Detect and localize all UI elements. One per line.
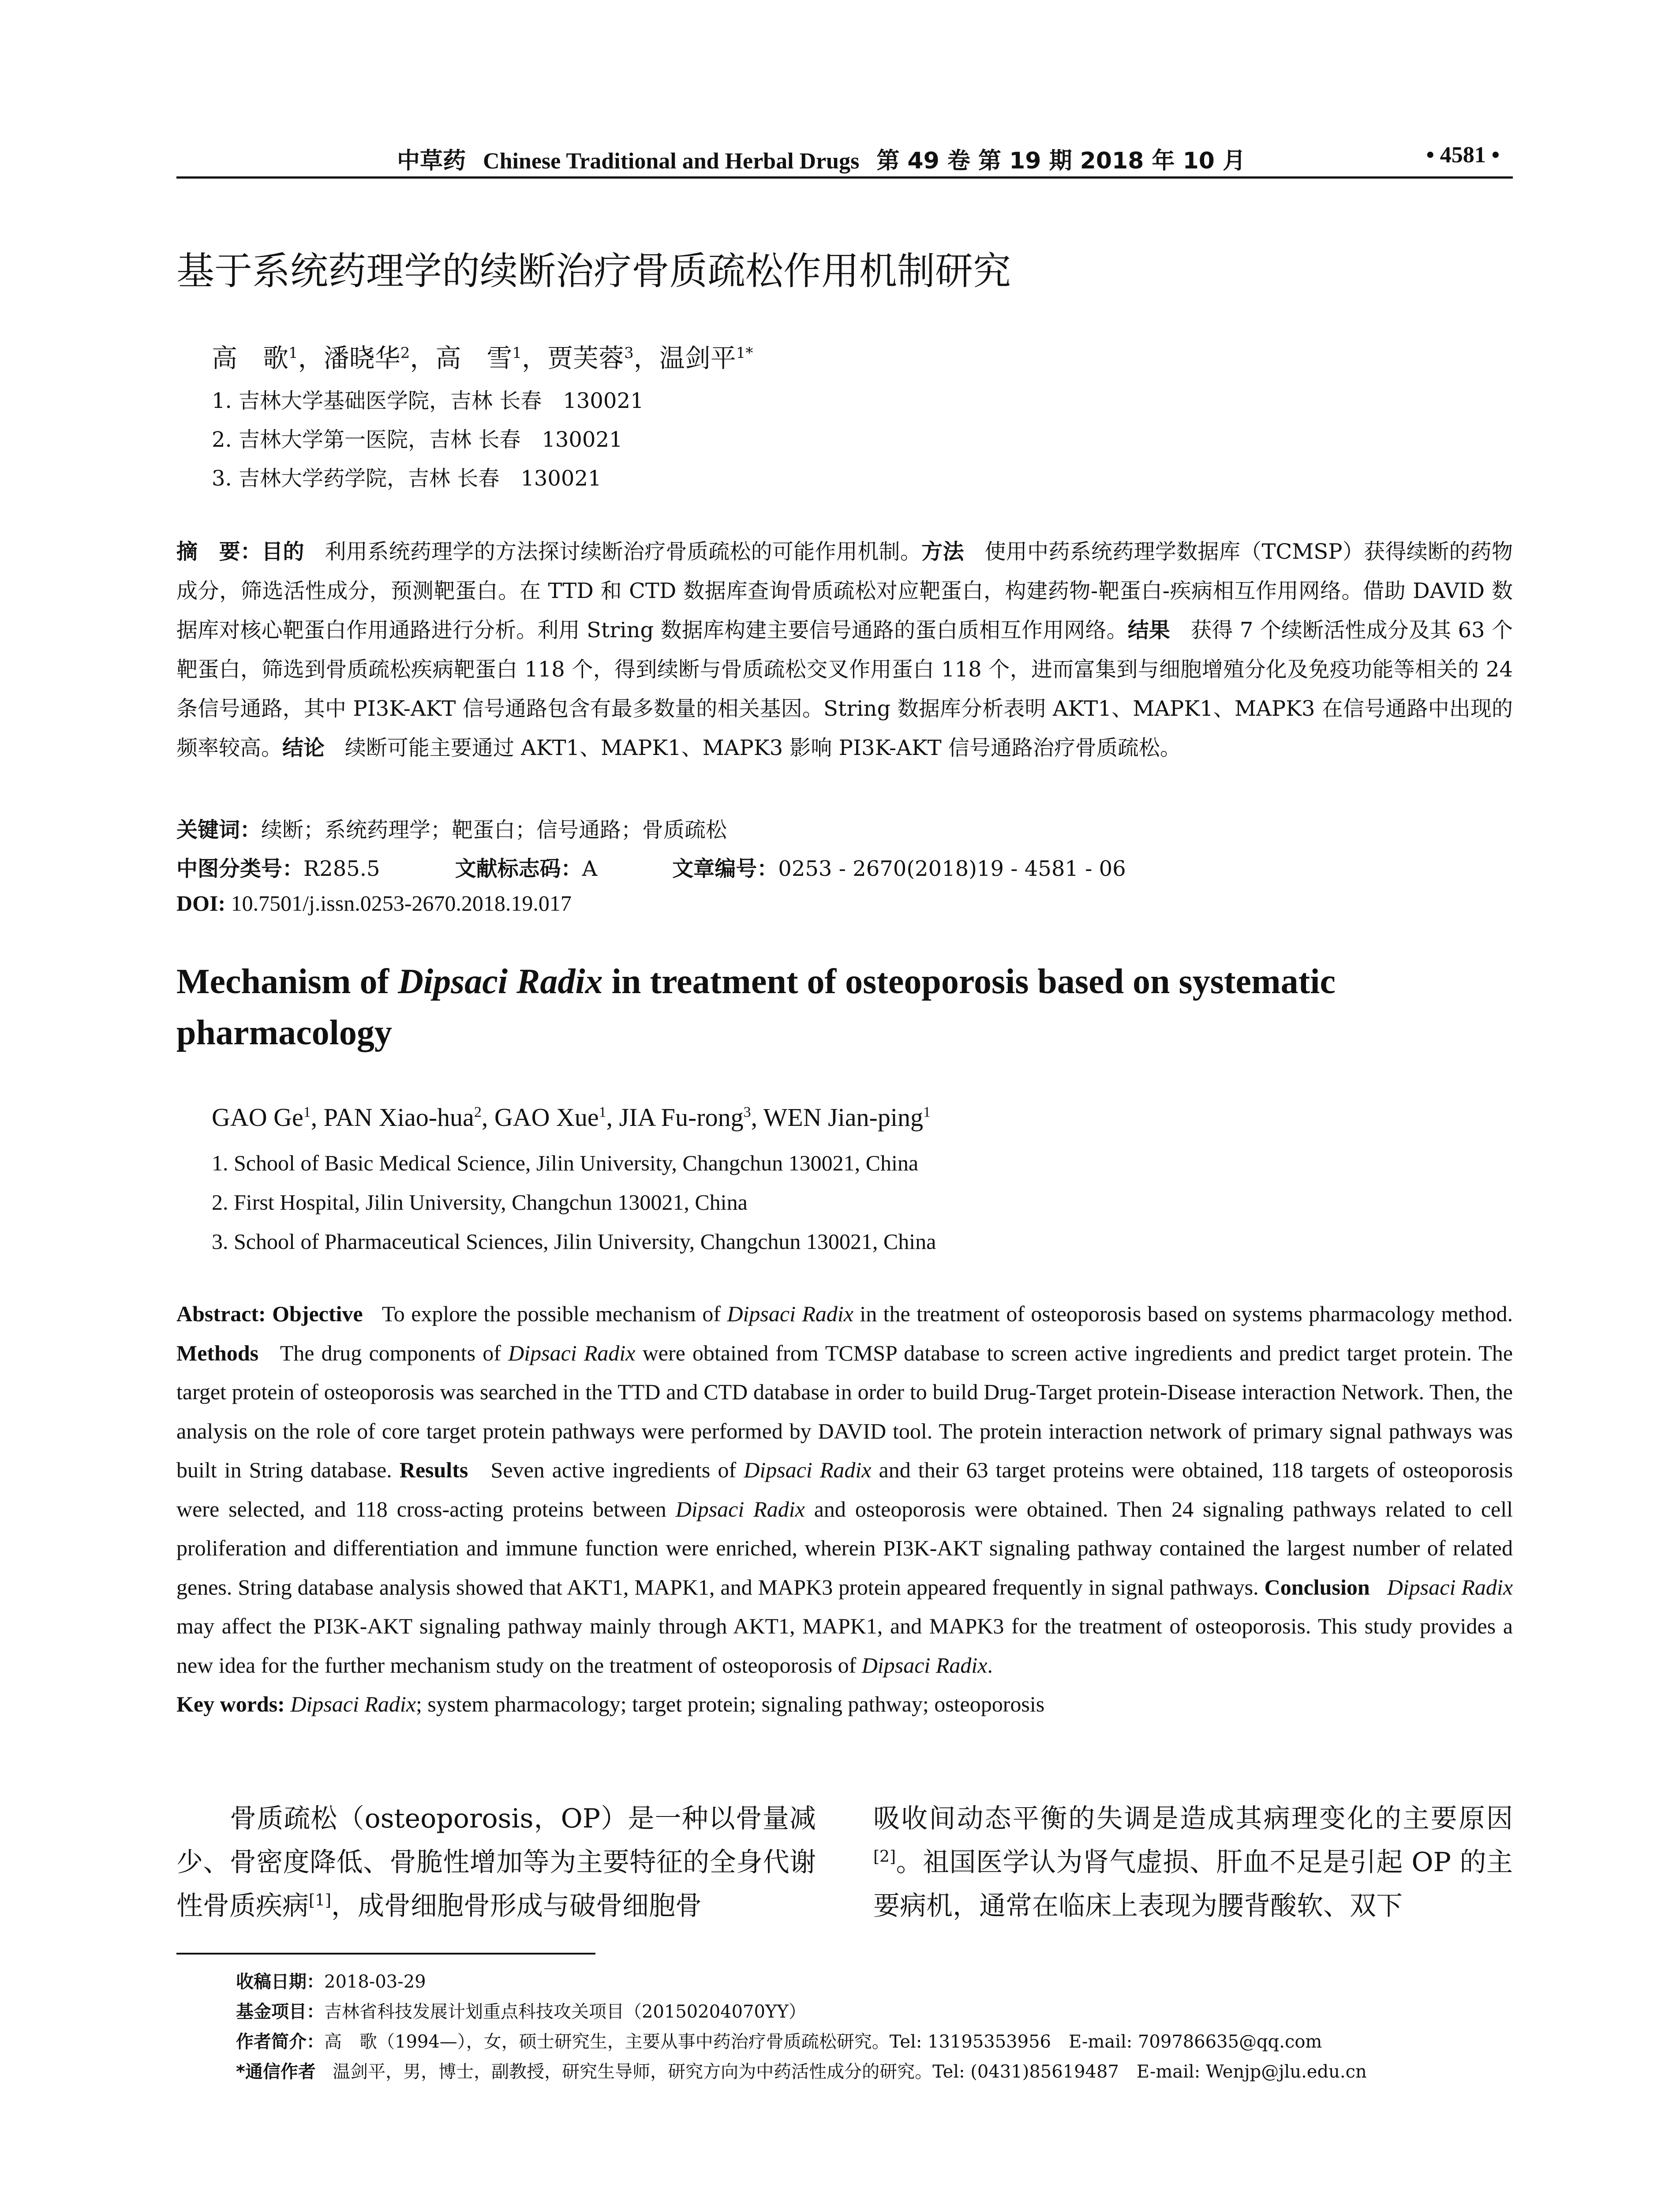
body-left-text-2: ，成骨细胞骨形成与破骨细胞骨: [331, 1891, 702, 1921]
conclusion-en-italic-2: Dipsaci Radix: [861, 1652, 988, 1678]
running-header: [176, 142, 1513, 173]
page-number: • 4581 •: [1426, 142, 1500, 168]
body-right-text: 吸收间动态平衡的失调是造成其病理变化的主要原因: [873, 1803, 1513, 1834]
results-en-mid: and their 63 target proteins were obtained, 118 targets of osteoporosis were selected, and 118 cross-acting proteins between: [176, 1458, 1513, 1521]
results-en: Seven active ingredients of: [490, 1458, 744, 1482]
author-cn: 温剑平: [659, 343, 736, 373]
conclusion-label-en: Conclusion: [1264, 1574, 1370, 1600]
author-cn: 高 歌: [212, 343, 289, 373]
keywords-text-cn: 续断；系统药理学；靶蛋白；信号通路；骨质疏松: [261, 818, 727, 842]
author-sup: 2: [400, 344, 410, 362]
keywords-en-italic: Dipsaci Radix: [290, 1692, 416, 1716]
objective-en: To explore the possible mechanism of: [382, 1301, 727, 1326]
doi-label: DOI:: [176, 891, 226, 916]
author-en: PAN Xiao-hua: [323, 1103, 474, 1132]
authors-en: GAO Ge$^1$, PAN Xiao-hua$^2$, GAO Xue$^1$, JIA Fu-rong$^3$, WEN Jian-ping$^1$: [212, 1103, 931, 1132]
footnote-received: [236, 1968, 426, 1993]
methods-en-italic: Dipsaci Radix: [508, 1340, 636, 1365]
title-en: [176, 956, 1513, 1058]
abstract-en: [176, 1294, 1513, 1724]
body-left-text: 骨质疏松（osteoporosis，OP）是一种以骨量减少、骨密度降低、骨脆性增加等为主要特征的全身代谢性骨质疾病: [176, 1803, 816, 1921]
abstract-label-cn: 摘 要：: [176, 539, 262, 564]
footnote-rule: [176, 1953, 595, 1955]
conclusion-en: may affect the PI3K-AKT signaling pathway mainly through AKT1, MAPK1, and MAPK3 for the treatment of osteoporosis. This study provides a new idea for the further mechanism study on the treatment of osteoporosis of: [176, 1614, 1513, 1678]
author-en: WEN Jian-ping: [763, 1103, 923, 1132]
objective-label-en: Objective: [272, 1301, 363, 1326]
corresponding-text: 温剑平，男，博士，副教授，研究生导师，研究方向为中药活性成分的研究。Tel: (0431)85619487 E-mail: Wenjp@jlu.edu.cn: [333, 2062, 1367, 2082]
received-date: 2018-03-29: [324, 1972, 426, 1992]
methods-label-cn: 方法: [921, 539, 964, 564]
conclusion-label-cn: 结论: [282, 736, 325, 760]
affiliation-en-1: 1. School of Basic Medical Science, Jilin University, Changchun 130021, China: [212, 1151, 919, 1175]
objective-label-cn: 目的: [262, 539, 304, 564]
results-cn: 获得 7 个续断活性成分及其 63 个靶蛋白，筛选到骨质疏松疾病靶蛋白 118 个，得到续断与骨质疏松交叉作用蛋白 118 个，进而富集到与细胞增殖分化及免疫功能等相关的 24 条信号通路，其中 PI3K-AKT 信号通路包含有最多数量的相关基因。String 数据库分析表明 AKT1、MAPK1、MAPK3 在信号通路中出现的频率较高。: [176, 618, 1513, 760]
journal-name-en: Chinese Traditional and Herbal Drugs: [483, 149, 860, 174]
author-en: JIA Fu-rong: [619, 1103, 744, 1132]
journal-name-cn: 中草药: [397, 149, 466, 174]
abstract-cn: [176, 532, 1513, 768]
author-bio-label: 作者简介：: [236, 2032, 324, 2052]
methods-en-tail: were obtained from TCMSP database to screen active ingredients and predict target protein. The target protein of osteoporosis was searched in the TTD and CTD database in order to build Drug-Target protein-Disease interaction Network. Then, the analysis on the role of core target protein pathways were performed by DAVID tool. The protein interaction network of primary signal pathways was built in String database.: [176, 1340, 1513, 1482]
abstract-label-en: Abstract:: [176, 1301, 266, 1326]
methods-cn: 使用中药系统药理学数据库（TCMSP）获得续断的药物成分，筛选活性成分，预测靶蛋白。在 TTD 和 CTD 数据库查询骨质疏松对应靶蛋白，构建药物-靶蛋白-疾病相互作用网络。借助 DAVID 数据库对核心靶蛋白作用通路进行分析。利用 String 数据库构建主要信号通路的蛋白质相互作用网络。: [176, 539, 1513, 643]
received-label: 收稿日期：: [236, 1972, 324, 1992]
affiliation-cn-3: 3. 吉林大学药学院，吉林 长春 130021: [212, 466, 602, 491]
title-en-italic: Dipsaci Radix: [398, 962, 603, 1001]
keywords-label-en: Key words:: [176, 1692, 285, 1716]
header-rule: [176, 176, 1513, 179]
results-label-en: Results: [399, 1458, 468, 1482]
doi-value: 10.7501/j.issn.0253-2670.2018.19.017: [231, 891, 572, 916]
citation-1: [1]: [309, 1891, 331, 1910]
title-cn: 基于系统药理学的续断治疗骨质疏松作用机制研究: [176, 249, 1011, 293]
author-en: GAO Xue: [494, 1103, 599, 1132]
doi-line: [176, 890, 572, 916]
author-sup: 1: [303, 1104, 311, 1121]
body-right-text-2: 。祖国医学认为肾气虚损、肝血不足是引起 OP 的主要病机，通常在临床上表现为腰背酸软、双下: [873, 1847, 1513, 1921]
fund-label: 基金项目：: [236, 2002, 324, 2022]
keywords-label-cn: 关键词：: [176, 818, 262, 842]
body-column-left: [176, 1797, 816, 1928]
conclusion-en-tail: .: [987, 1652, 993, 1678]
article-no-label: 文章编号：: [672, 856, 778, 881]
author-sup: 3: [624, 344, 634, 362]
authors-cn: 高 歌$^1$，潘晓华$^2$，高 雪$^1$，贾芙蓉$^3$，温剑平$^{1*}$: [212, 343, 753, 373]
conclusion-en-italic: Dipsaci Radix: [1387, 1574, 1513, 1600]
classification-line: [176, 852, 1126, 882]
results-en-italic-2: Dipsaci Radix: [675, 1496, 805, 1521]
conclusion-cn: 续断可能主要通过 AKT1、MAPK1、MAPK3 影响 PI3K-AKT 信号通路治疗骨质疏松。: [344, 736, 1181, 760]
title-en-post: in treatment of osteoporosis based on systematic pharmacology: [176, 962, 1336, 1052]
author-sup: 1: [512, 344, 522, 362]
title-en-pre: Mechanism of: [176, 962, 398, 1001]
affiliation-en-2: 2. First Hospital, Jilin University, Changchun 130021, China: [212, 1190, 748, 1215]
header-journal: [397, 142, 1246, 175]
clc-label: 中图分类号：: [176, 856, 304, 881]
results-label-cn: 结果: [1127, 618, 1171, 643]
author-sup: 3: [743, 1104, 751, 1121]
methods-en: The drug components of: [280, 1340, 509, 1365]
author-sup: 1: [599, 1104, 606, 1121]
author-sup: 1: [923, 1104, 931, 1121]
author-sup: 1*: [736, 344, 753, 362]
author-cn: 潘晓华: [323, 343, 400, 373]
clc-value: R285.5: [303, 856, 380, 881]
methods-label-en: Methods: [176, 1340, 259, 1365]
affiliation-en-3: 3. School of Pharmaceutical Sciences, Jilin University, Changchun 130021, China: [212, 1229, 936, 1254]
objective-en-italic: Dipsaci Radix: [727, 1301, 853, 1326]
keywords-text-en: ; system pharmacology; target protein; signaling pathway; osteoporosis: [415, 1692, 1045, 1716]
affiliation-cn-2: 2. 吉林大学第一医院，吉林 长春 130021: [212, 427, 623, 452]
citation-2: [2]: [873, 1848, 896, 1866]
journal-issue: 第 49 卷 第 19 期 2018 年 10 月: [876, 148, 1246, 174]
footnote-author: [236, 2028, 1322, 2053]
objective-cn: 利用系统药理学的方法探讨续断治疗骨质疏松的可能作用机制。: [325, 539, 922, 564]
author-cn: 贾芙蓉: [547, 343, 625, 373]
doc-code-label: 文献标志码：: [455, 856, 582, 881]
objective-en-tail: in the treatment of osteoporosis based on systems pharmacology method.: [853, 1301, 1513, 1326]
author-cn: 高 雪: [435, 343, 513, 373]
footnote-corresponding: [236, 2058, 1367, 2083]
author-sup: 2: [474, 1104, 482, 1121]
author-en: GAO Ge: [212, 1103, 303, 1132]
doc-code-value: A: [582, 856, 598, 881]
footnote-fund: [236, 1998, 806, 2023]
results-en-tail: and osteoporosis were obtained. Then 24 signaling pathways related to cell proliferation and differentiation and immune function were enriched, wherein PI3K-AKT signaling pathway contained the largest number of related genes. String database analysis showed that AKT1, MAPK1, and MAPK3 protein appeared frequently in signal pathways.: [176, 1496, 1513, 1600]
author-sup: 1: [288, 344, 298, 362]
corresponding-label: *通信作者: [236, 2062, 316, 2082]
fund-text: 吉林省科技发展计划重点科技攻关项目（20150204070YY）: [324, 2002, 806, 2022]
affiliation-cn-1: 1. 吉林大学基础医学院，吉林 长春 130021: [212, 389, 644, 413]
keywords-cn: [176, 813, 727, 843]
author-bio-text: 高 歌（1994—），女，硕士研究生，主要从事中药治疗骨质疏松研究。Tel: 13195353956 E-mail: 709786635@qq.com: [324, 2032, 1322, 2052]
article-no-value: 0253 - 2670(2018)19 - 4581 - 06: [778, 856, 1126, 881]
body-column-right: [873, 1797, 1513, 1928]
results-en-italic: Dipsaci Radix: [744, 1458, 872, 1482]
